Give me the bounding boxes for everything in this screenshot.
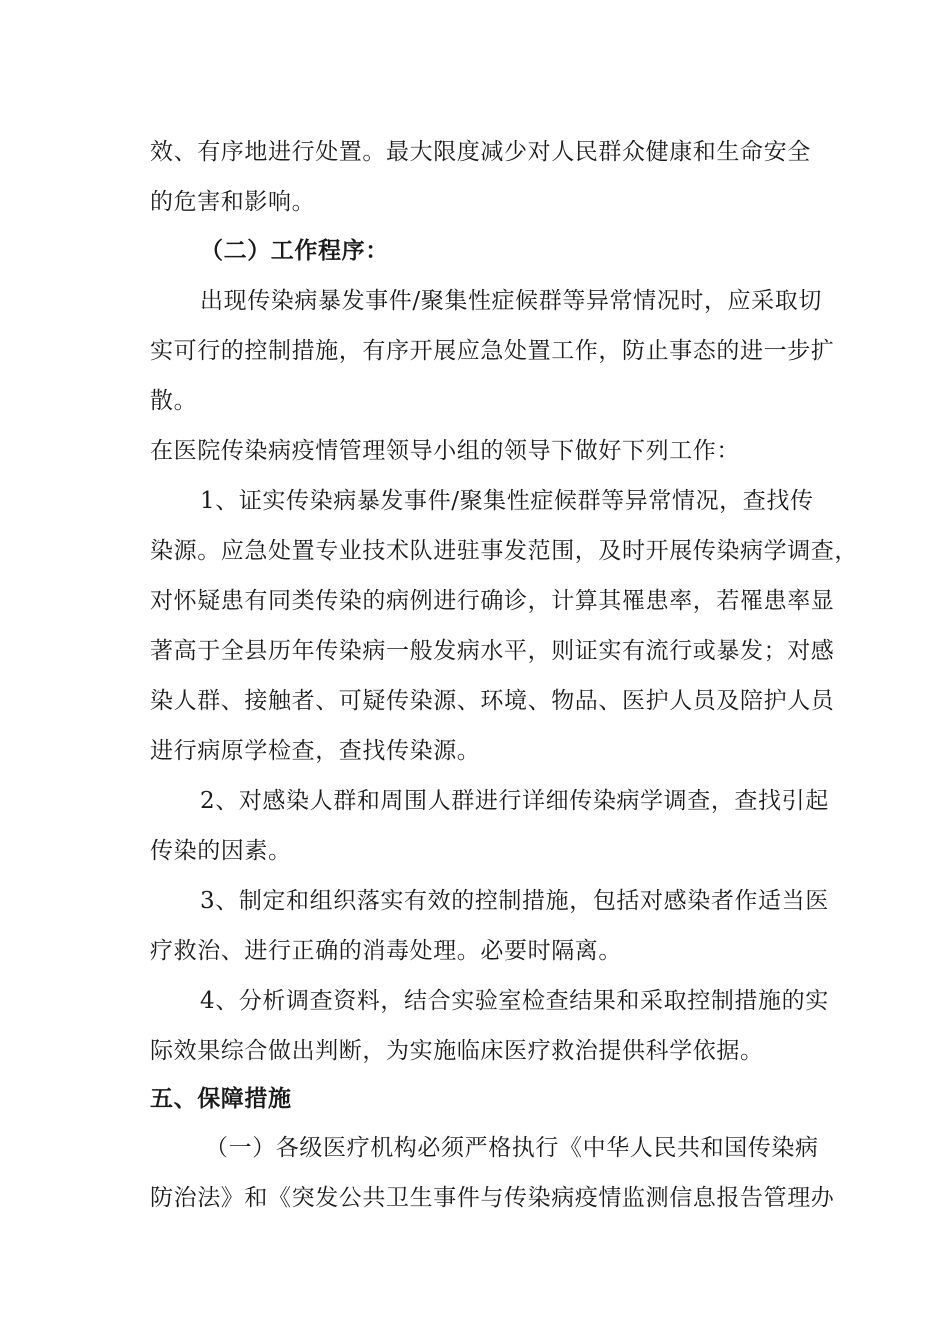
paragraph-line: 著高于全县历年传染病一般发病水平，则证实有流行或暴发；对感 (150, 638, 835, 664)
list-item-2: 2、对感染人群和周围人群进行详细传染病学调查，查找引起 (200, 788, 829, 814)
paragraph-line: 际效果综合做出判断，为实施临床医疗救治提供科学依据。 (150, 1038, 764, 1064)
paragraph-line: 的危害和影响。 (150, 189, 316, 215)
paragraph-line: 对怀疑患有同类传染的病例进行确诊，计算其罹患率，若罹患率显 (150, 588, 835, 614)
paragraph-line: 染人群、接触者、可疑传染源、环境、物品、医护人员及陪护人员 (150, 688, 835, 714)
paragraph-line: （一）各级医疗机构必须严格执行《中华人民共和国传染病 (205, 1135, 819, 1161)
list-item-1: 1、证实传染病暴发事件/聚集性症候群等异常情况，查找传 (200, 488, 814, 514)
list-item-3: 3、制定和组织落实有效的控制措施，包括对感染者作适当医 (200, 888, 829, 914)
paragraph-line: 效、有序地进行处置。最大限度减少对人民群众健康和生命安全 (150, 139, 811, 165)
paragraph-line: 实可行的控制措施，有序开展应急处置工作，防止事态的进一步扩 (150, 338, 835, 364)
paragraph-line: 在医院传染病疫情管理领导小组的领导下做好下列工作： (150, 438, 740, 464)
paragraph-line: 散。 (150, 388, 198, 414)
section-heading-work-procedure: （二）工作程序： (200, 238, 389, 264)
section-heading-safeguards: 五、保障措施 (150, 1086, 292, 1112)
paragraph-line: 防治法》和《突发公共卫生事件与传染病疫情监测信息报告管理办 (150, 1185, 835, 1211)
paragraph-line: 出现传染病暴发事件/聚集性症候群等异常情况时，应采取切 (200, 288, 822, 314)
paragraph-line: 进行病原学检查，查找传染源。 (150, 738, 481, 764)
paragraph-line: 传染的因素。 (150, 838, 292, 864)
paragraph-line: 疗救治、进行正确的消毒处理。必要时隔离。 (150, 938, 622, 964)
list-item-4: 4、分析调查资料，结合实验室检查结果和采取控制措施的实 (200, 988, 829, 1014)
paragraph-line: 染源。应急处置专业技术队进驻事发范围，及时开展传染病学调查， (150, 538, 858, 564)
